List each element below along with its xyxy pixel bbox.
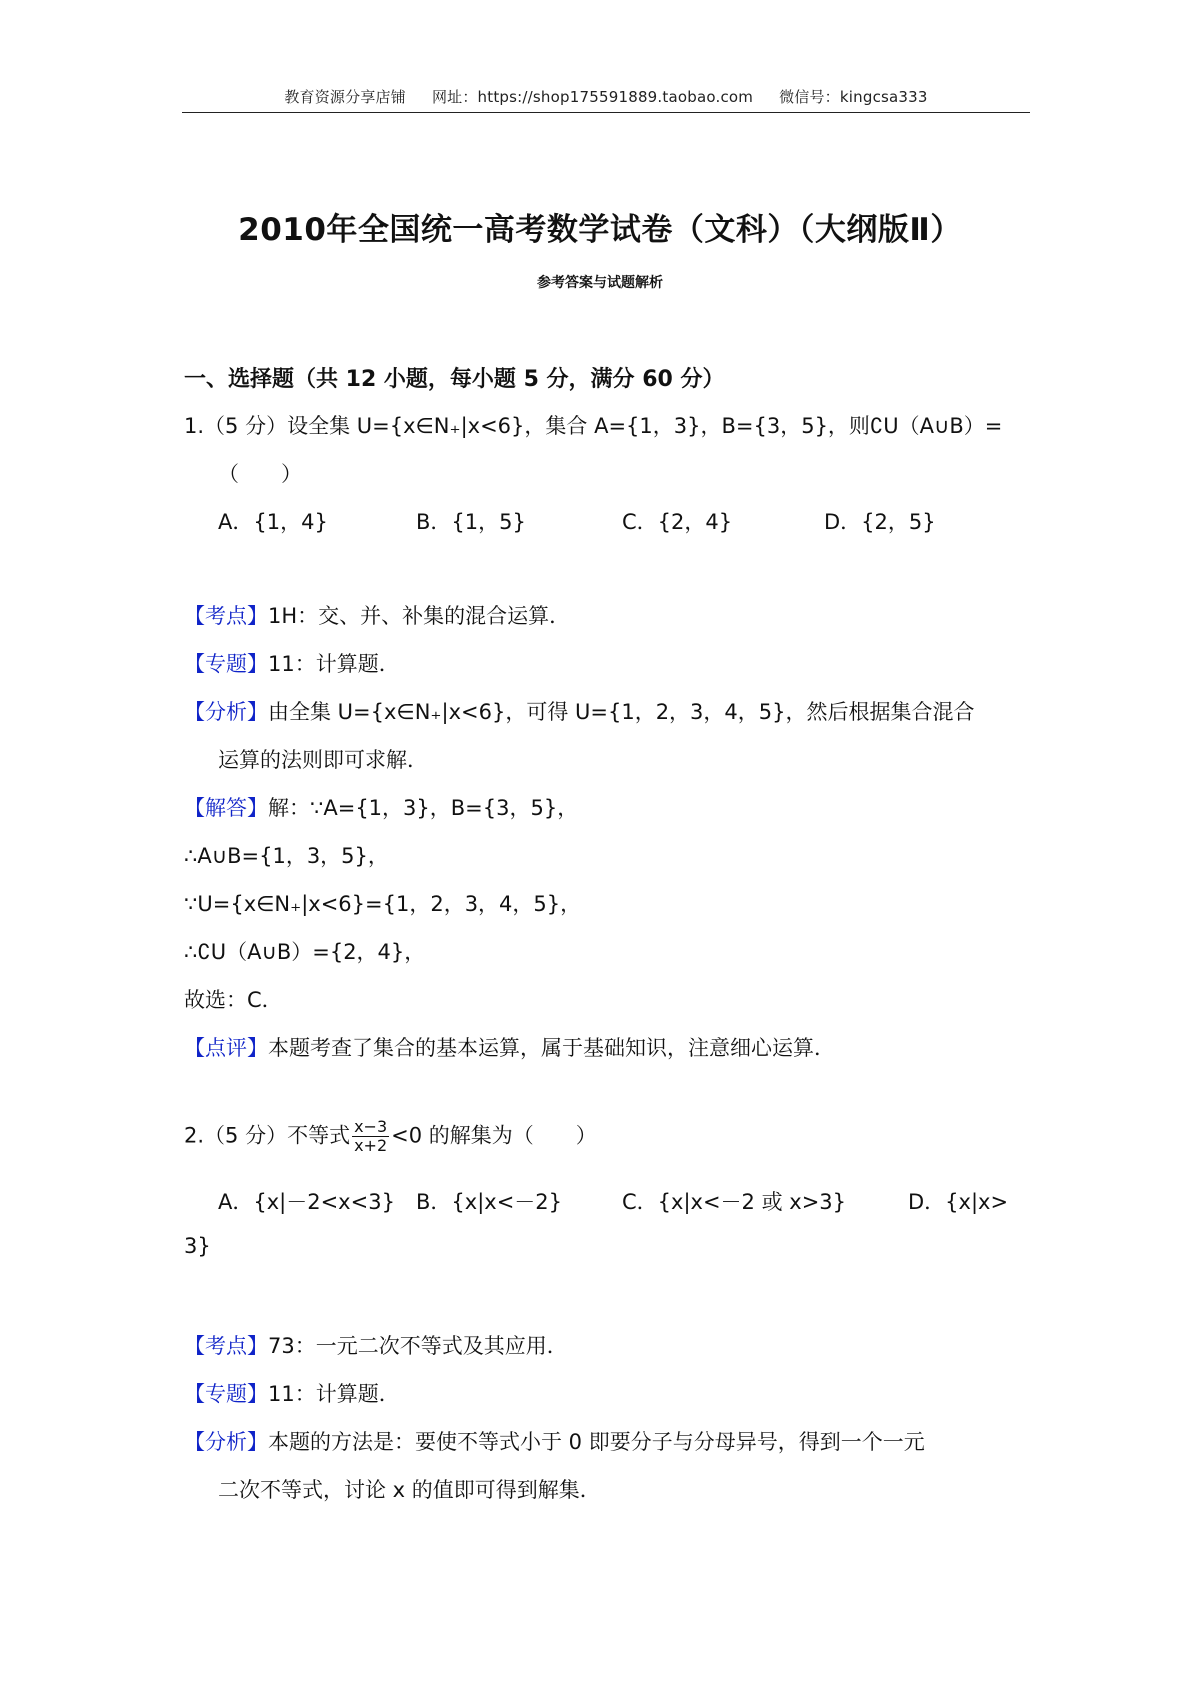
q2-fraction-denominator: x+2 (354, 1136, 388, 1155)
q1-jieda-line3: ∵U={x∈N₊|x<6}={1，2，3，4，5}， (184, 892, 582, 916)
q1-jieda-line2: ∴A∪B={1，3，5}， (184, 844, 389, 868)
q1-fenxi-cont: 运算的法则即可求解． (218, 748, 428, 772)
q2-option-b: B．{x|x<－2} (416, 1190, 563, 1214)
q1-jieda-text: 解：∵A={1，3}，B={3，5}， (268, 796, 579, 820)
q2-kaodian-tag: 【考点】 (184, 1334, 268, 1358)
q2-fenxi-tag: 【分析】 (184, 1430, 268, 1454)
q1-zhuanti-text: 11：计算题． (268, 652, 400, 676)
document-subtitle: 参考答案与试题解析 (537, 275, 663, 291)
q1-fenxi-text: 由全集 U={x∈N₊|x<6}，可得 U={1，2，3，4，5}，然后根据集合混合 (268, 700, 975, 724)
q1-fenxi (184, 696, 975, 726)
header-wechat-label: 微信号： (779, 88, 840, 106)
q1-dianping (184, 1032, 835, 1062)
q1-zhuanti-tag: 【专题】 (184, 652, 268, 676)
q1-option-d: D．{2，5} (824, 510, 936, 534)
document-title: 2010年全国统一高考数学试卷（文科）（大纲版Ⅱ） (238, 212, 962, 248)
q2-kaodian-text: 73：一元二次不等式及其应用． (268, 1334, 568, 1358)
q2-zhuanti-tag: 【专题】 (184, 1382, 268, 1406)
q2-stem-pre: 2.（5 分）不等式 (184, 1123, 351, 1148)
q1-option-b: B．{1，5} (416, 510, 526, 534)
q1-zhuanti (184, 648, 400, 678)
q2-fenxi (184, 1426, 925, 1456)
q2-zhuanti-text: 11：计算题． (268, 1382, 400, 1406)
q2-option-a: A．{x|－2<x<3} (218, 1190, 395, 1214)
q2-fraction (352, 1118, 389, 1155)
q2-fenxi-cont: 二次不等式，讨论 x 的值即可得到解集． (218, 1478, 601, 1502)
q1-dianping-tag: 【点评】 (184, 1036, 268, 1060)
q1-dianping-text: 本题考查了集合的基本运算，属于基础知识，注意细心运算． (268, 1036, 835, 1060)
q2-option-d: D．{x|x> (908, 1190, 1009, 1214)
q2-stem-post: <0 的解集为（ ） (391, 1123, 597, 1148)
q1-jieda-tag: 【解答】 (184, 796, 268, 820)
q1-fenxi-tag: 【分析】 (184, 700, 268, 724)
section-heading: 一、选择题（共 12 小题，每小题 5 分，满分 60 分） (184, 367, 725, 392)
page-header (182, 86, 1030, 107)
header-wechat-id: kingcsa333 (839, 88, 928, 106)
q1-kaodian (184, 600, 570, 630)
q2-option-c: C．{x|x<－2 或 x>3} (622, 1190, 847, 1214)
q2-option-d-cont: 3} (184, 1234, 211, 1258)
header-site-label: 网址： (431, 88, 478, 106)
q1-stem: 1.（5 分）设全集 U={x∈N₊|x<6}，集合 A={1，3}，B={3，5}，则∁U（A∪B）= (184, 414, 1003, 438)
q1-jieda-line4: ∴∁U（A∪B）={2，4}， (184, 940, 426, 964)
q1-kaodian-text: 1H：交、并、补集的混合运算． (268, 604, 571, 628)
q1-paren: （ ） (218, 462, 302, 486)
header-site-url: https://shop175591889.taobao.com (477, 88, 754, 106)
q1-option-a: A．{1，4} (218, 510, 328, 534)
q1-jieda-line5: 故选：C． (184, 988, 283, 1012)
q1-kaodian-tag: 【考点】 (184, 604, 268, 628)
q1-option-c: C．{2，4} (622, 510, 733, 534)
header-divider (182, 112, 1030, 113)
q2-kaodian (184, 1330, 568, 1360)
q1-jieda (184, 792, 578, 822)
q2-fenxi-text: 本题的方法是：要使不等式小于 0 即要分子与分母异号，得到一个一元 (268, 1430, 925, 1454)
q2-fraction-numerator: x−3 (354, 1117, 388, 1136)
q2-stem (184, 1118, 597, 1155)
header-shop: 教育资源分享店铺 (284, 88, 406, 106)
q2-zhuanti (184, 1378, 400, 1408)
